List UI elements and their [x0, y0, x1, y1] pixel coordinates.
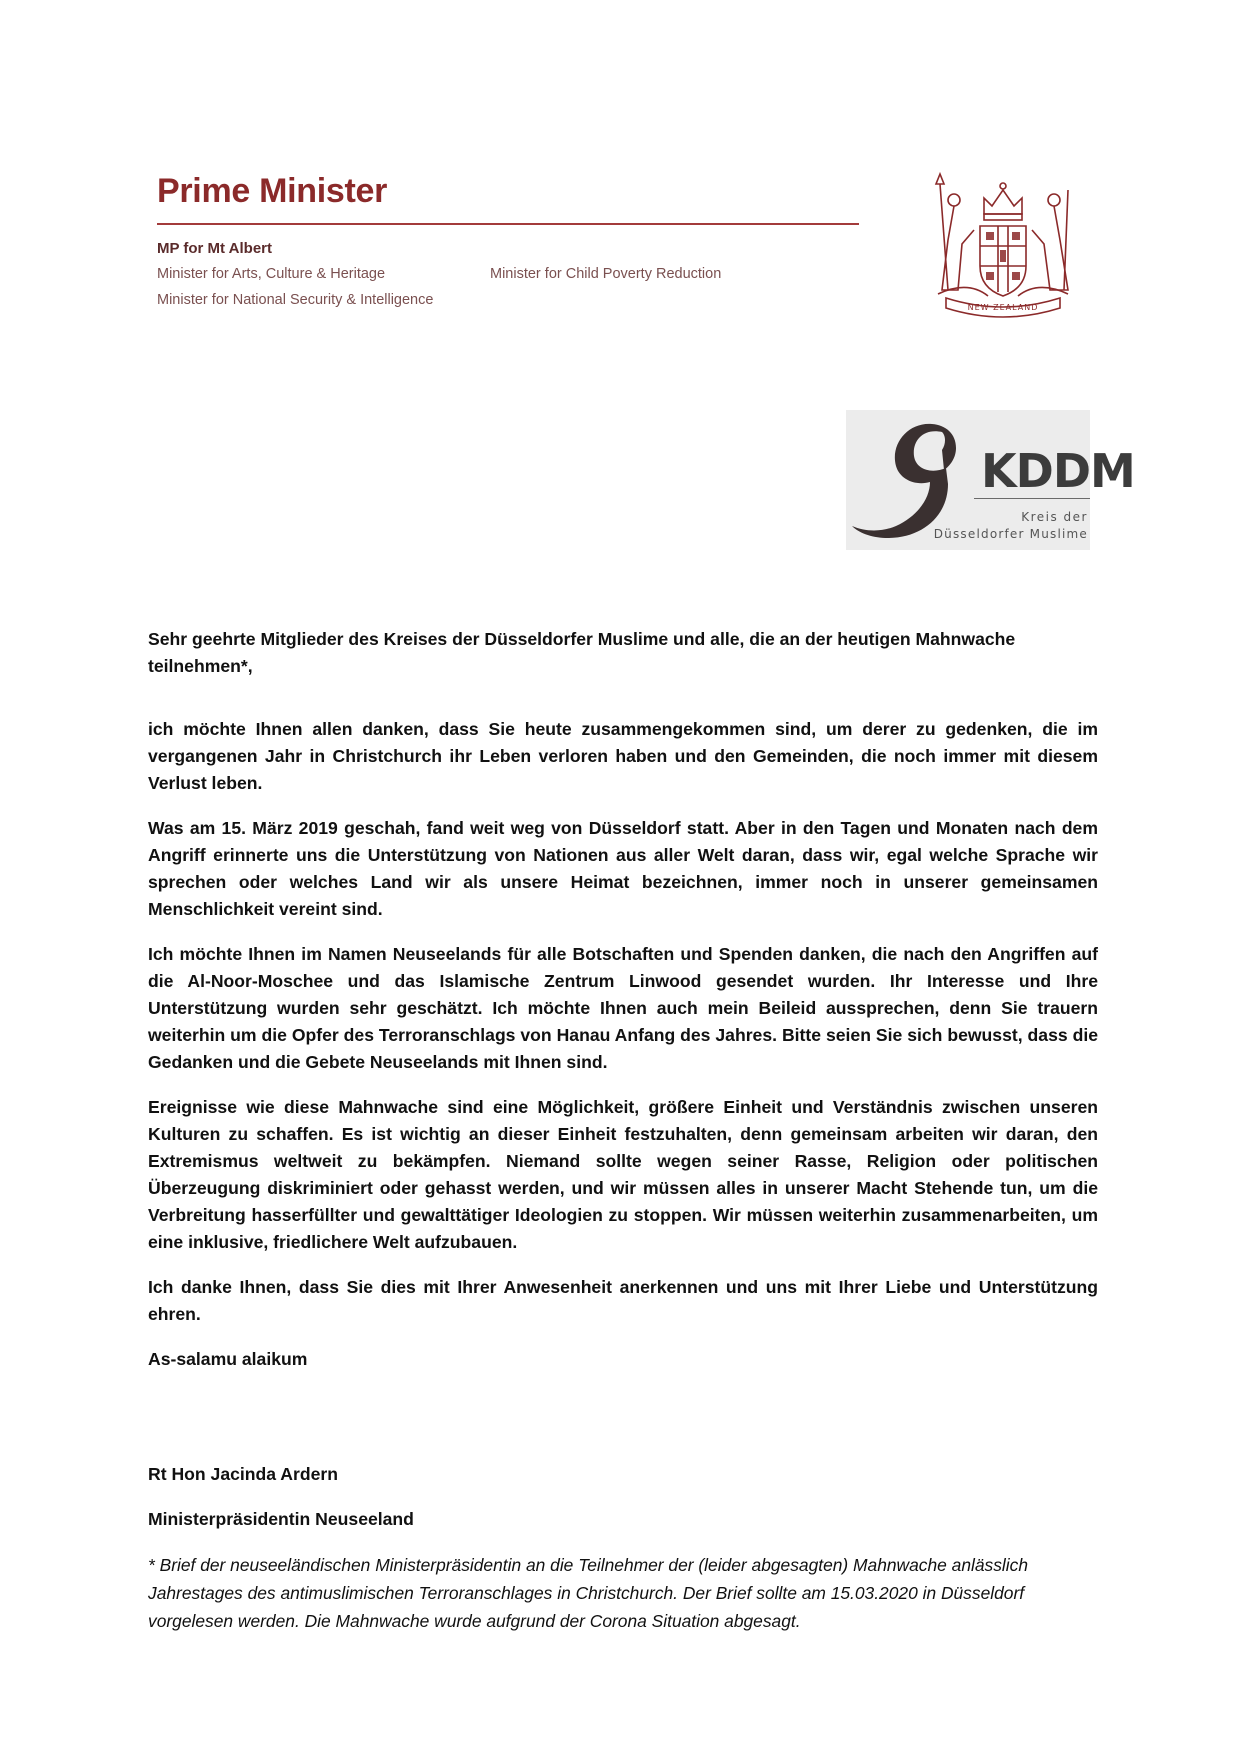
paragraph: Ereignisse wie diese Mahnwache sind eine Möglichkeit, größere Einheit und Verständnis zwischen unseren Kulturen zu schaffen. Es ist wichtig an dieser Einheit festzuhalten, denn gemeinsam arbeiten wir daran, den Extremismus weltweit zu bekämpfen. Niemand sollte wegen seiner Rasse, Religion oder politischen Überzeugung diskriminiert oder gehasst werden, und wir müssen alles in unserer Macht Stehende tun, um die Verbreitung hasserfüllter und gewalttätiger Ideologien zu stoppen. Wir müssen weiterhin zusammenarbeiten, um eine inklusive, friedlichere Welt aufzubauen. [148, 1097, 1098, 1252]
paragraph: Was am 15. März 2019 geschah, fand weit weg von Düsseldorf statt. Aber in den Tagen und Monaten nach dem Angriff erinnerte uns die Unterstützung von Nationen aus aller Welt daran, dass wir, egal welche Sprache wir sprechen oder welches Land wir als unsere Heimat bezeichnen, immer noch in unserer gemeinsamen Menschlichkeit vereint sind. [148, 818, 1098, 919]
kddm-divider [974, 498, 1090, 499]
footnote: * Brief der neuseeländischen Ministerpräsidentin an die Teilnehmer der (leider abgesagten) Mahnwache anlässlich Jahrestages des antimuslimischen Terroranschlages in Christchurch. Der Brief sollte am 15.03.2020 in Düsseldorf vorgelesen werden. Die Mahnwache wurde aufgrund der Corona Situation abgesagt. [148, 1555, 1029, 1631]
salutation: Sehr geehrte Mitglieder des Kreises der Düsseldorfer Muslime und alle, die an der heutigen Mahnwache teilnehmen*, [148, 629, 1016, 676]
signatory-name: Rt Hon Jacinda Ardern [148, 1464, 338, 1484]
letterhead-mp: MP for Mt Albert [157, 240, 272, 257]
paragraph: Ich danke Ihnen, dass Sie dies mit Ihrer Anwesenheit anerkennen und uns mit Ihrer Liebe und Unterstützung ehren. [148, 1277, 1098, 1324]
paragraph: Ich möchte Ihnen im Namen Neuseelands für alle Botschaften und Spenden danken, die nach den Angriffen auf die Al-Noor-Moschee und das Islamische Zentrum Linwood gesendet wurden. Ihr Interesse und Ihre Unterstützung wurden sehr geschätzt. Ich möchte Ihnen auch mein Beileid aussprechen, denn Sie trauern weiterhin um die Opfer des Terroranschlags von Hanau Anfang des Jahres. Bitte seien Sie sich bewusst, dass die Gedanken und die Gebete Neuseelands mit Ihnen sind. [148, 944, 1098, 1072]
letterhead-role-security: Minister for National Security & Intelligence [157, 292, 434, 308]
kddm-subtitle-1: Kreis der [1021, 510, 1088, 524]
letter-body [148, 626, 1098, 1635]
letterhead-title: Prime Minister [157, 172, 388, 210]
letterhead-divider [157, 223, 859, 225]
kddm-logo [846, 410, 1135, 550]
kddm-letters: KDDM [981, 444, 1135, 498]
signatory-title: Ministerpräsidentin Neuseeland [148, 1509, 414, 1529]
letterhead-role-child-poverty: Minister for Child Poverty Reduction [490, 266, 722, 282]
paragraph: ich möchte Ihnen allen danken, dass Sie heute zusammengekommen sind, um derer zu gedenken, die im vergangenen Jahr in Christchurch ihr Leben verloren haben und den Gemeinden, die noch immer mit diesem Verlust leben. [148, 719, 1098, 793]
closing: As-salamu alaikum [148, 1349, 308, 1369]
letterhead-role-arts: Minister for Arts, Culture & Heritage [157, 266, 386, 282]
coat-of-arms-icon [918, 170, 1088, 322]
kddm-subtitle-2: Düsseldorfer Muslime [933, 527, 1088, 541]
coat-banner-text: NEW ZEALAND [967, 303, 1039, 312]
